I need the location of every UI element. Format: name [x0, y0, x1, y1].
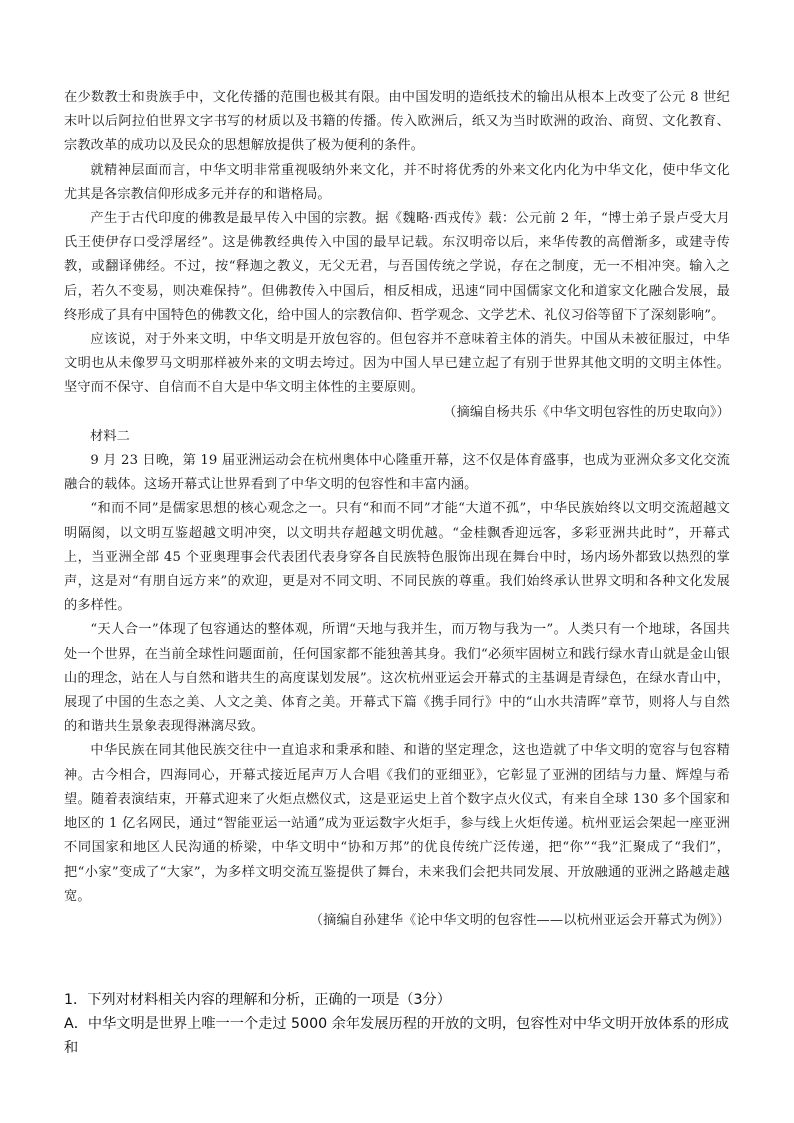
paragraph-unity: 中华民族在同其他民族交往中一直追求和秉承和睦、和谐的坚定理念，这也造就了中华文明的宽容与包容精神。古今相合，四海同心，开幕式接近尾声万人合唱《我们的亚细亚》，它彰显了亚洲的团结与力量、辉煌与希望。随着表演结束，开幕式迎来了火炬点燃仪式，这是亚运史上首个数字点火仪式，有来自全球 130 多个国家和地区的 1 亿名网民，通过“智能亚运一站通”成为亚运数字火炬手，参与线上火炬传递。杭州亚运会架起一座亚洲不同国家和地区人民沟通的桥梁，中华文明中“协和万邦”的优良传统广泛传递，把“你”“我”汇聚成了“我们”，把“小家”变成了“大家”，为多样文明交流互鉴提供了舞台，未来我们会把共同发展、开放融通的亚洲之路越走越宽。 [64, 743, 730, 904]
option-a: A．中华文明是世界上唯一一个走过 5000 余年发展历程的开放的文明，包容性对中华文明开放体系的形成和 [64, 1016, 729, 1056]
paragraph-inclusiveness: 应该说，对于外来文明，中华文明是开放包容的。但包容并不意味着主体的消失。中国从未被征服过，中华文明也从未像罗马文明那样被外来的文明去垮过。因为中国人早已建立起了有别于世界其他文明的文明主体性。坚守而不保守、自信而不自大是中华文明主体性的主要原则。 [64, 332, 730, 396]
paragraph-continued: 在少数教士和贵族手中，文化传播的范围也极其有限。由中国发明的造纸技术的输出从根本上改变了公元 8 世纪末叶以后阿拉伯世界文字书写的材质以及书籍的传播。传入欧洲后，纸又为当时欧洲的政治、商贸、文化教育、宗教改革的成功以及民众的思想解放提供了极为便利的条件。 [64, 90, 730, 154]
paragraph-buddhism: 产生于古代印度的佛教是最早传入中国的宗教。据《魏略·西戎传》载：公元前 2 年，“博士弟子景卢受大月氏王使伊存口受浮屠经”。这是佛教经典传入中国的最早记载。东汉明帝以后，来华传教的高僧渐多，或建寺传教，或翻译佛经。不过，按“释迦之教义，无父无君，与吾国传统之学说，存在之制度，无一不相冲突。输入之后，若久不变易，则决难保持”。但佛教传入中国后，相反相成，迅速“同中国儒家文化和道家文化融合发展，最终形成了具有中国特色的佛教文化，给中国人的宗教信仰、哲学观念、文学艺术、礼仪习俗等留下了深刻影响”。 [64, 211, 730, 323]
question-stem: 1．下列对材料相关内容的理解和分析，正确的一项是（3分） [64, 992, 451, 1008]
paragraph-spiritual: 就精神层面而言，中华文明非常重视吸纳外来文化，并不时将优秀的外来文化内化为中华文化，使中华文化尤其是各宗教信仰形成多元并存的和谐格局。 [64, 162, 730, 202]
question-1 [64, 988, 730, 1060]
paragraph-nature: “天人合一”体现了包容通达的整体观，所谓“天地与我并生，而万物与我为一”。人类只有一个地球，各国共处一个世界，在当前全球性问题面前，任何国家都不能独善其身。我们“必须牢固树立和践行绿水青山就是金山银山的理念，站在人与自然和谐共生的高度谋划发展”。这次杭州亚运会开幕式的主基调是青绿色，在绿水青山中，展现了中国的生态之美、人文之美、体育之美。开幕式下篇《携手同行》中的“山水共清晖”章节，则将人与自然的和谐共生景象表现得淋漓尽致。 [64, 622, 730, 735]
material-two-label: 材料二 [90, 428, 131, 444]
paragraph-harmony: “和而不同”是儒家思想的核心观念之一。只有“和而不同”才能“大道不孤”，中华民族始终以文明交流超越文明隔阂，以文明互鉴超越文明冲突，以文明共存超越文明优越。“金桂飘香迎远客，多彩亚洲共此时”，开幕式上，当亚洲全部 45 个亚奥理事会代表团代表身穿各自民族特色服饰出现在舞台中时，场内场外都致以热烈的掌声，这是对“有朋自远方来”的欢迎，更是对不同文明、不同民族的尊重。我们始终承认世界文明和各种文化发展的多样性。 [64, 501, 730, 614]
source-citation-2: （摘编自孙建华《论中华文明的包容性——以杭州亚运会开幕式为例》） [309, 912, 730, 928]
paragraph-asian-games: 9 月 23 日晚，第 19 届亚洲运动会在杭州奥体中心隆重开幕，这不仅是体育盛事，也成为亚洲众多文化交流融合的载体。这场开幕式让世界看到了中华文明的包容性和丰富内涵。 [64, 453, 730, 493]
material-text [64, 86, 730, 933]
source-citation-1: （摘编自杨共乐《中华文明包容性的历史取向》） [443, 404, 730, 420]
